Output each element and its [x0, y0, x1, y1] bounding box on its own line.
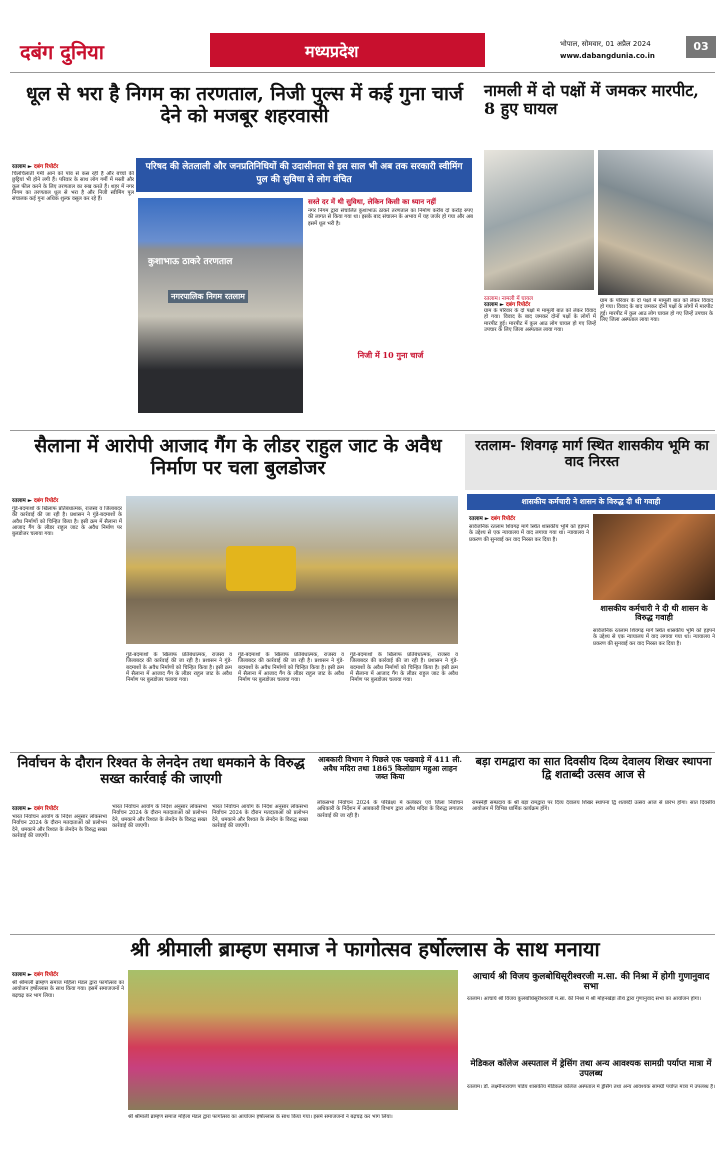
- body: रामस्नेही सम्प्रदाय के श्री बड़ा रामद्वारा पर दिव्य देवालय शिखर स्थापना द्वि शताब्दी उत्सव आज से प्रारंभ होगा। सात दिवसीय आयोजन में विभिन्न धार्मिक कार्यक्रम होंगे।: [472, 800, 715, 813]
- section-banner: [210, 33, 485, 67]
- headline: रतलाम- शिवगढ़ मार्ग स्थित शासकीय भूमि का वाद निरस्त: [475, 438, 709, 471]
- pool-photo: [138, 198, 303, 413]
- body: सार्वजनिक रतलाम शिवगढ़ मार्ग स्थित शासकीय भूमि को हड़पने के उद्देश्य से एक न्यायालय में वाद लगाया गया था। न्यायालय ने प्रकरण की सुनवाई कर वाद निरस्त कर दिया है।: [469, 524, 589, 543]
- body-col2: ग्राम के परिवार के दो पक्षों में मामूली बात को लेकर विवाद हो गया। विवाद के बाद जमकर दोनों पक्षों के लोगों में मारपीट हुई। मारपीट में कुल आठ लोग घायल हो गए जिन्हें उपचार के लिए जिला अस्पताल लाया गया।: [600, 298, 713, 323]
- headline: नामली में दो पक्षों में जमकर मारपीट, 8 हुए घायल: [484, 81, 699, 119]
- bulldozer-photo: [126, 496, 458, 644]
- hospital-photo-2: [598, 150, 713, 295]
- subhead-1: सस्ते दर में थी सुविधा, लेकिन किसी का ध्यान नहीं: [308, 197, 436, 206]
- body-col4: गुंडे-बदमाशों के खिलाफ प्रतिबंधात्मक, राजस्व व जिलाबदर की कार्रवाई की जा रही है। प्रशासन ने गुंडे-बदमाशों के अवैध निर्माणों को चिन्हित किया है। इसी क्रम में सैलाना में आजाद गैंग के लीडर राहुल जाट के अवैध निर्माण पर बुलडोजर चलाया गया।: [350, 652, 458, 684]
- story-excise: [315, 754, 465, 932]
- story-namli: [480, 78, 717, 428]
- sign-2: नगरपालिक निगम रतलाम: [168, 290, 248, 303]
- headline: निर्वाचन के दौरान रिश्वत के लेनदेन तथा धमकाने के विरुद्ध सख्त कार्रवाई की जाएगी: [17, 755, 305, 787]
- body: भारत निर्वाचन आयोग के निर्देश अनुसार लोकसभा निर्वाचन 2024 के दौरान मतदाताओं को प्रलोभन देने, धमकाने और रिश्वत के लेनदेन के विरुद्ध सख्त कार्रवाई की जाएगी।: [12, 814, 107, 839]
- headline: बड़ा रामद्वारा का सात दिवसीय दिव्य देवालय शिखर स्थापना द्वि शताब्दी उत्सव आज से: [475, 755, 712, 781]
- body-col3: भारत निर्वाचन आयोग के निर्देश अनुसार लोकसभा निर्वाचन 2024 के दौरान मतदाताओं को प्रलोभन देने, धमकाने और रिश्वत के लेनदेन के विरुद्ध सख्त कार्रवाई की जाएगी।: [212, 804, 308, 829]
- headline: धूल से भरा है निगम का तरणताल, निजी पुल्स में कई गुना चार्ज देने को मजबूर शहरवासी: [26, 83, 463, 127]
- headline: सैलाना में आरोपी आजाद गैंग के लीडर राहुल जाट के अवैध निर्माण पर चला बुलडोजर: [34, 435, 442, 479]
- body-col2: सार्वजनिक रतलाम शिवगढ़ मार्ग स्थित शासकीय भूमि को हड़पने के उद्देश्य से एक न्यायालय में वाद लगाया गया था। न्यायालय ने प्रकरण की सुनवाई कर वाद निरस्त कर दिया है।: [593, 628, 715, 647]
- headline: मेडिकल कॉलेज अस्पताल में ड्रेसिंग तथा अन्य आवश्यक सामग्री पर्याप्त मात्रा में उपलब्ध: [470, 1059, 712, 1079]
- photo-caption: रतलाम। नामली में घायल: [484, 296, 533, 302]
- deck: शासकीय कर्मचारी ने शासन के विरुद्ध दी थी गवाही: [467, 494, 715, 510]
- logo: दबंग दुनिया: [20, 40, 104, 64]
- body: ग्राम के परिवार के दो पक्षों में मामूली बात को लेकर विवाद हो गया। विवाद के बाद जमकर दोनों पक्षों के लोगों में मारपीट हुई। मारपीट में कुल आठ लोग घायल हो गए जिन्हें उपचार के लिए जिला अस्पताल लाया गया।: [484, 308, 596, 333]
- dateline: भोपाल, सोमवार, 01 अप्रैल 2024: [560, 40, 651, 48]
- box-title: शासकीय कर्मचारी ने दी थी शासन के विरुद्ध गवाही: [600, 603, 708, 623]
- bulldozer-shape: [226, 546, 296, 591]
- body: गुंडे-बदमाशों के खिलाफ प्रतिबंधात्मक, राजस्व व जिलाबदर की कार्रवाई की जा रही है। प्रशासन ने गुंडे-बदमाशों के अवैध निर्माणों को चिन्हित किया है। इसी क्रम में सैलाना में आजाद गैंग के लीडर राहुल जाट के अवैध निर्माण पर बुलडोजर चलाया गया।: [12, 506, 122, 538]
- page-number: 03: [686, 36, 716, 58]
- body: रतलाम। आचार्य श्री विजय कुलबोधिसूरीश्वरजी म.सा. की निश्रा में श्री मोहनखेड़ा तीर्थ द्वारा गुणानुवाद सभा का आयोजन होगा।: [467, 996, 702, 1002]
- deck: परिषद की लेतलाली और जनप्रतिनिधियों की उदासीनता से इस साल भी अब तक सरकारी स्वीमिंग पुल की सुविधा से लोग वंचित: [136, 158, 472, 192]
- hospital-photo: [484, 150, 594, 290]
- subhead-2: निजी में 10 गुना चार्ज: [357, 350, 424, 360]
- story-pool: [10, 78, 475, 428]
- story-ramdwara: [470, 754, 717, 932]
- byline: रतलाम ► दबंग रिपोर्टर: [12, 806, 59, 812]
- website: www.dabangdunia.co.in: [560, 52, 655, 60]
- body: लोकसभा निर्वाचन 2024 के परिप्रेक्ष्य में कलेक्टर एवं जिला निर्वाचन अधिकारी के निर्देशन में आबकारी विभाग द्वारा अवैध मदिरा के विरुद्ध लगातार कार्रवाई की जा रही है।: [317, 800, 463, 819]
- body-left: चिलचिलाती गर्मी आने को पांव से कस रही है और बच्चों की छुट्टियां भी होने लगी हैं। परिवार के साथ लोग गर्मी में मस्ती और कूल फील करने के लिए तरणताल का रुख करते हैं। शहर में नगर निगम का तरणताल धूल से भरा है और निजी स्वीमिंग पूल संचालक कई गुना अधिक शुल्क वसूल कर रहे हैं।: [12, 171, 134, 203]
- body: रतलाम। डॉ. लक्ष्मीनारायण पांडेय शासकीय मेडिकल कॉलेज अस्पताल में ड्रेसिंग तथा अन्य आवश्यक सामग्री पर्याप्त मात्रा में उपलब्ध है।: [467, 1084, 715, 1090]
- gavel-photo: [593, 514, 715, 600]
- story-acharya: [465, 970, 717, 1056]
- body: श्री श्रीमाली ब्राम्हण समाज महिला मंडल द्वारा फागोत्सव का आयोजन हर्षोल्लास के साथ किया गया। इसमें समाजजनों ने बढ़चढ़ कर भाग लिया।: [12, 980, 124, 999]
- byline: रतलाम ► दबंग रिपोर्टर: [12, 164, 59, 170]
- byline: रतलाम ► दबंग रिपोर्टर: [12, 498, 59, 504]
- headline: आबकारी विभाग ने पिछले एक पखवाड़े में 411 ली. अवैध मदिरा तथा 1865 किलोग्राम महुआ लाहन जब्त किया: [317, 755, 462, 782]
- byline: रतलाम ► दबंग रिपोर्टर: [484, 302, 531, 308]
- byline: रतलाम ► दबंग रिपोर्टर: [469, 516, 516, 522]
- masthead: [0, 0, 725, 75]
- headline: श्री श्रीमाली ब्राम्हण समाज ने फागोत्सव हर्षोल्लास के साथ मनाया: [130, 937, 600, 961]
- story-land: [465, 432, 717, 750]
- sign-1: कुशाभाऊ ठाकरे तरणताल: [148, 257, 233, 267]
- story-medical: [465, 1058, 717, 1142]
- body-col2: भारत निर्वाचन आयोग के निर्देश अनुसार लोकसभा निर्वाचन 2024 के दौरान मतदाताओं को प्रलोभन देने, धमकाने और रिश्वत के लेनदेन के विरुद्ध सख्त कार्रवाई की जाएगी।: [112, 804, 207, 829]
- body-col2: गुंडे-बदमाशों के खिलाफ प्रतिबंधात्मक, राजस्व व जिलाबदर की कार्रवाई की जा रही है। प्रशासन ने गुंडे-बदमाशों के अवैध निर्माणों को चिन्हित किया है। इसी क्रम में सैलाना में आजाद गैंग के लीडर राहुल जाट के अवैध निर्माण पर बुलडोजर चलाया गया।: [126, 652, 232, 684]
- story-bulldozer: [10, 432, 460, 750]
- story-election: [10, 754, 310, 932]
- body-col2: श्री श्रीमाली ब्राम्हण समाज महिला मंडल द्वारा फागोत्सव का आयोजन हर्षोल्लास के साथ किया गया। इसमें समाजजनों ने बढ़चढ़ कर भाग लिया।: [128, 1114, 393, 1120]
- section-title: मध्यप्रदेश: [305, 42, 359, 61]
- body-right: नगर निगम द्वारा संचालित कुशाभाऊ ठाकरे तरणताल का निर्माण करीब दो करोड़ रुपए की लागत से किया गया था। इसके बाद संचालन के अभाव में यह जर्जर हो गया और अब इसमें धूल भरी है।: [308, 208, 473, 227]
- byline: रतलाम ► दबंग रिपोर्टर: [12, 972, 59, 978]
- headline: आचार्य श्री विजय कुलबोधिसूरीश्वरजी म.सा. की निश्रा में होगी गुणानुवाद सभा: [472, 972, 710, 993]
- body-col3: गुंडे-बदमाशों के खिलाफ प्रतिबंधात्मक, राजस्व व जिलाबदर की कार्रवाई की जा रही है। प्रशासन ने गुंडे-बदमाशों के अवैध निर्माणों को चिन्हित किया है। इसी क्रम में सैलाना में आजाद गैंग के लीडर राहुल जाट के अवैध निर्माण पर बुलडोजर चलाया गया।: [238, 652, 344, 684]
- festival-photo: [128, 970, 458, 1110]
